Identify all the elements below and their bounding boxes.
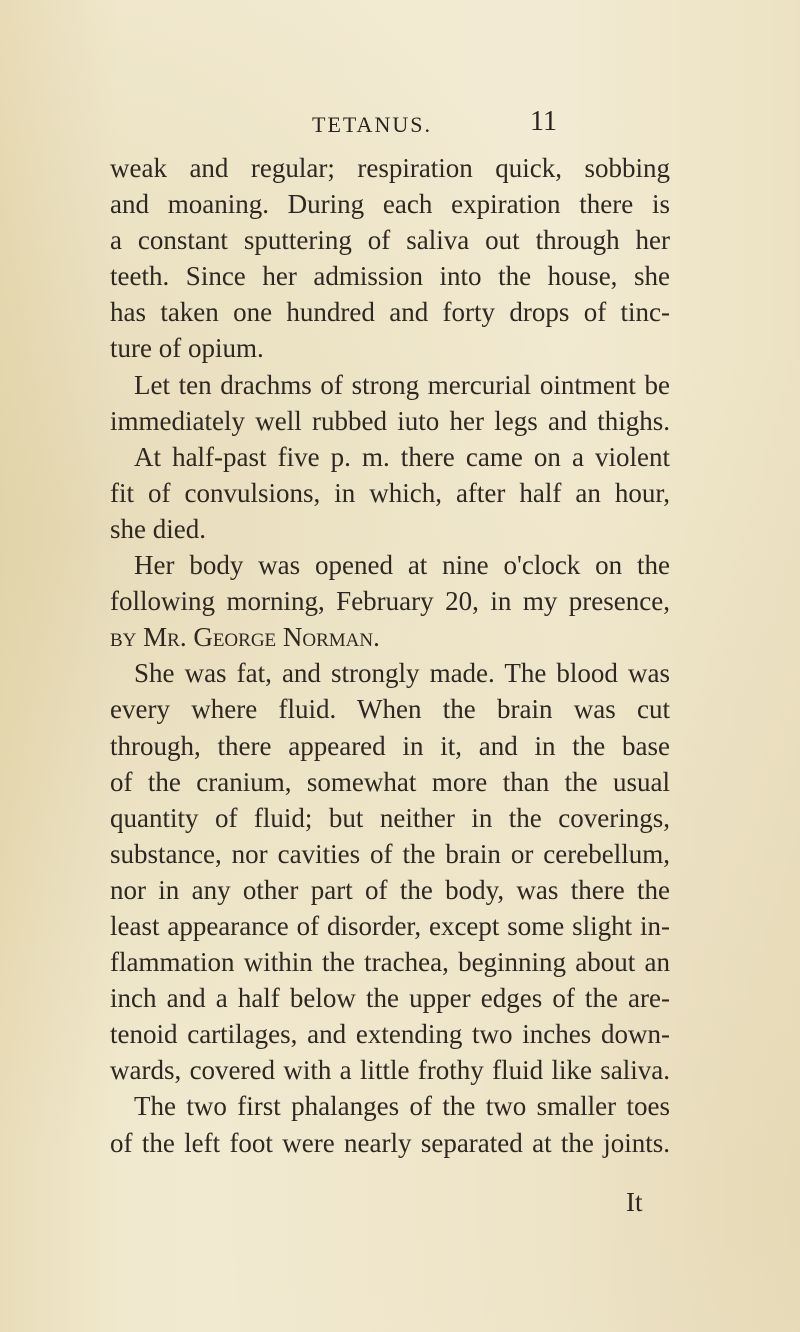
- running-head: [0, 106, 800, 142]
- text-line: flammation within the trachea, beginning about an: [110, 947, 670, 978]
- text-line: following morning, February 20, in my presence,: [110, 586, 670, 617]
- text-line: a constant sputtering of saliva out through her: [110, 225, 670, 256]
- text-line: Her body was opened at nine o'clock on the: [134, 550, 670, 581]
- text-line: She was fat, and strongly made. The blood was: [134, 658, 670, 689]
- text-line: least appearance of disorder, except some slight in-: [110, 910, 670, 941]
- text-line: The two first phalanges of the two smaller toes: [134, 1091, 670, 1122]
- text-line: teeth. Since her admission into the house, she: [110, 261, 670, 292]
- text-line: substance, nor cavities of the brain or cerebellum,: [110, 838, 670, 869]
- page-number: 11: [530, 106, 557, 137]
- text-line: ture of opium.: [110, 333, 264, 364]
- text-line: fit of convulsions, in which, after half an hour,: [110, 477, 670, 508]
- running-title: TETANUS.: [312, 112, 432, 137]
- text-line: through, there appeared in it, and in the base: [110, 730, 670, 761]
- text-line: immediately well rubbed iuto her legs and thighs.: [110, 405, 670, 436]
- text-line: inch and a half below the upper edges of the are-: [110, 983, 670, 1014]
- text-line: wards, covered with a little frothy fluid like saliva.: [110, 1055, 670, 1086]
- text-line: has taken one hundred and forty drops of tinc-: [110, 297, 670, 328]
- text-line: by Mr. George Norman.: [110, 622, 380, 653]
- text-line: At half-past five p. m. there came on a violent: [134, 441, 670, 472]
- text-line: weak and regular; respiration quick, sobbing: [110, 153, 670, 183]
- text-line: of the left foot were nearly separated at the joints.: [110, 1127, 670, 1158]
- body-text: [110, 150, 670, 1161]
- catchword: It: [626, 1187, 643, 1217]
- text-line: quantity of fluid; but neither in the coverings,: [110, 802, 670, 833]
- text-line: of the cranium, somewhat more than the usual: [110, 766, 670, 797]
- text-line: tenoid cartilages, and extending two inches down-: [110, 1019, 670, 1050]
- text-line: Let ten drachms of strong mercurial ointment be: [134, 369, 670, 400]
- text-line: every where fluid. When the brain was cut: [110, 694, 670, 725]
- text-line: she died.: [110, 513, 206, 544]
- text-line: nor in any other part of the body, was there the: [110, 874, 670, 905]
- text-line: and moaning. During each expiration there is: [110, 189, 670, 220]
